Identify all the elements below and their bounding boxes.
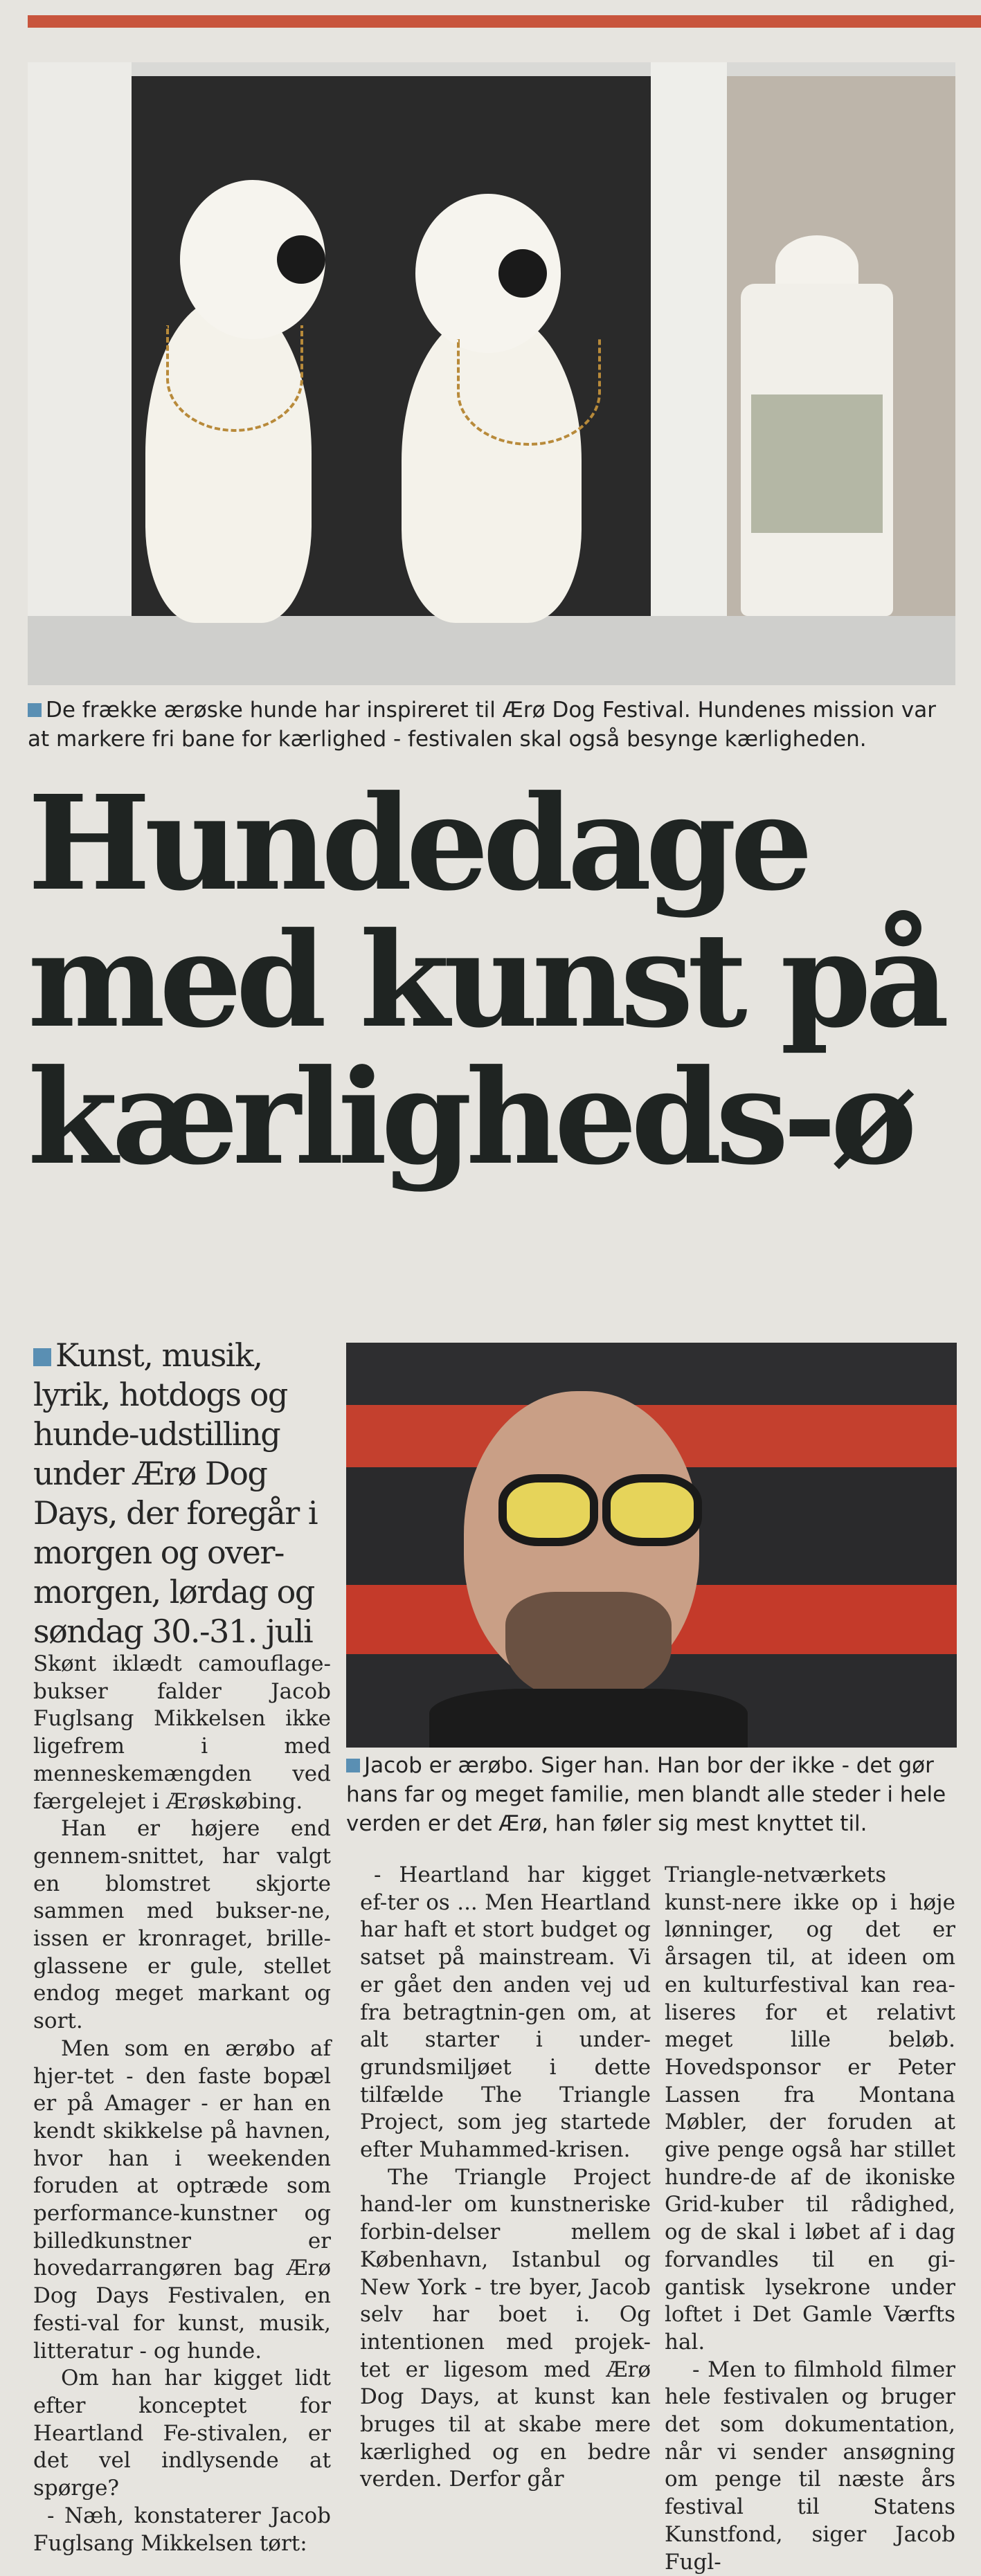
- photo-porcelain-dogs: [28, 62, 955, 685]
- photo1-caption: De frække ærøske hunde har inspireret til Ærø Dog Festival. Hundenes mission var at markere fri bane for kærlighed - festivalen skal også besynge kærligheden.: [28, 698, 936, 752]
- paragraph: Skønt iklædt camouflage-bukser falder Jacob Fuglsang Mikkelsen ikke ligefrem i med menneskemængden ved færgelejet i Ærøskøbing.: [33, 1651, 331, 1814]
- top-color-bar: [28, 15, 981, 28]
- headline: [28, 767, 981, 1194]
- headline-line-2: med kunst på: [28, 904, 944, 1057]
- caption-marker: [346, 1759, 360, 1772]
- article-column-1: [33, 1651, 331, 2557]
- article-column-2: [360, 1862, 651, 2494]
- paragraph: The Triangle Project hand-ler om kunstneriske forbin-delser mellem København, Istanbul og New York - tre byer, Jacob selv har boet i. Og intentionen med projek-tet er ligesom med Ærø Dog Days, at kunst kan bruges til at skabe mere kærlighed og en bedre verden. Derfor går: [360, 2164, 651, 2492]
- paragraph: Han er højere end gennem-snittet, har valgt en blomstret skjorte sammen med bukser-ne, issen er kronraget, brille-glassene er gule, stellet endog meget markant og sort.: [33, 1816, 331, 2034]
- photo2-caption: Jacob er ærøbo. Siger han. Han bor der ikke - det gør hans far og meget familie, men blandt alle steder i hele verden er det Ærø, han føler sig mest knyttet til.: [346, 1753, 946, 1836]
- lead-marker: [33, 1348, 51, 1366]
- headline-line-3: kærligheds-ø: [28, 1041, 911, 1194]
- caption-marker: [28, 703, 42, 717]
- paragraph: - Næh, konstaterer Jacob Fuglsang Mikkelsen tørt:: [33, 2503, 331, 2556]
- paragraph: Triangle-netværkets kunst-nere ikke op i høje lønninger, og det er årsagen til, at ideen om en kulturfestival kan rea-liseres for et relativt meget lille beløb. Hovedsponsor er Peter Lassen fra Montana Møbler, der foruden at give penge også har stillet hundre-de af de ikoniske Grid-kuber til rådighed, og de skal i løbet af i dag forvandles til en gi-gantisk lysekrone under loftet i Det Gamle Værfts hal.: [665, 1862, 955, 2355]
- paragraph: Men som en ærøbo af hjer-tet - den faste bopæl er på Amager - er han en kendt skikkelse på havnen, hvor han i weekenden foruden at optræde som performance-kunstner og billedkunstner er hovedarrangøren bag Ærø Dog Days Festivalen, en festi-val for kunst, musik, litteratur - og hunde.: [33, 2035, 331, 2364]
- headline-line-1: Hundedage: [28, 767, 807, 920]
- paragraph: - Men to filmhold filmer hele festivalen og bruger det som dokumentation, når vi sender ansøgning om penge til næste års festival til Statens Kunstfond, siger Jacob Fugl-: [665, 2357, 955, 2575]
- photo-jacob-portrait: [346, 1343, 957, 1748]
- lead-paragraph: Kunst, musik, lyrik, hotdogs og hunde-udstilling under Ærø Dog Days, der foregår i morgen og over-morgen, lørdag og søndag 30.-31. juli: [33, 1336, 318, 1650]
- paragraph: - Heartland har kigget ef-ter os ... Men Heartland har haft et stort budget og satset på mainstream. Vi er gået den anden vej ud fra betragtnin-gen om, at alt starter i under-grundsmiljøet i dette tilfælde The Triangle Project, som jeg startede efter Muhammed-krisen.: [360, 1862, 651, 2163]
- article-column-3: [665, 1862, 955, 2576]
- paragraph: Om han har kigget lidt efter konceptet for Heartland Fe-stivalen, er det vel indlysende at spørge?: [33, 2366, 331, 2501]
